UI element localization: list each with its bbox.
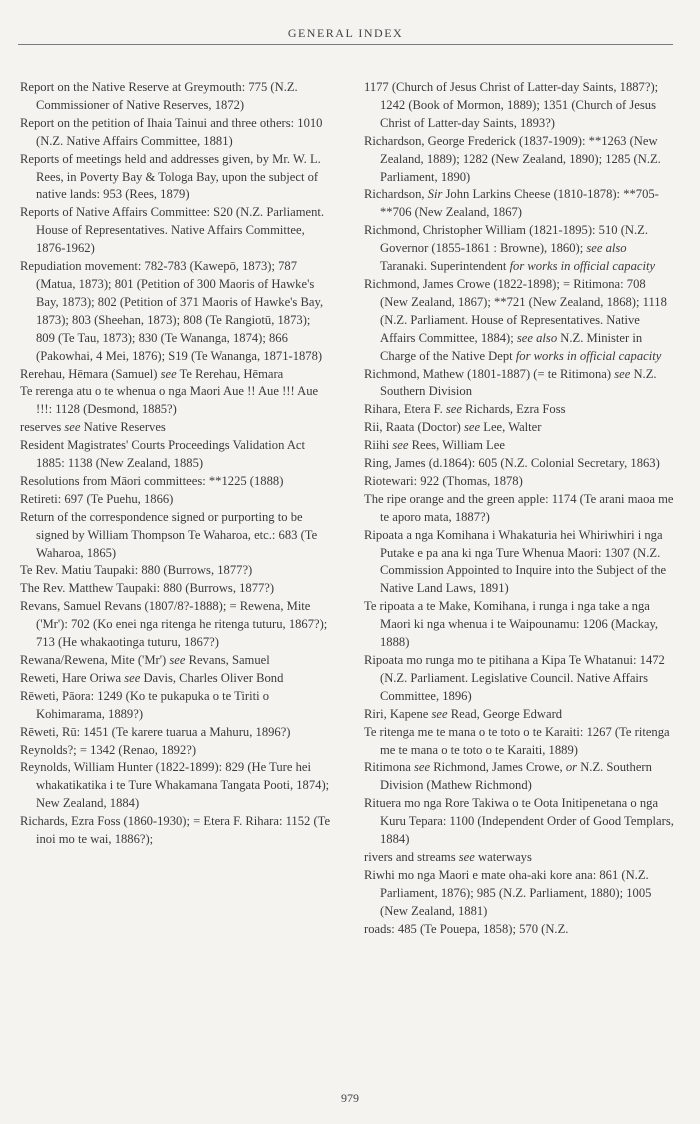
index-entry <box>20 759 332 813</box>
index-entry <box>20 652 332 670</box>
entry-text: Rerehau, Hēmara (Samuel) <box>20 366 161 381</box>
entry-text: Retireti: 697 (Te Puehu, 1866) <box>20 491 174 506</box>
entry-text: Rewana/Rewena, Mite ('Mr') <box>20 653 170 667</box>
cross-reference-italic: see <box>414 760 431 775</box>
entry-text: waterways <box>474 849 532 864</box>
entry-text: Te ripoata a te Make, Komihana, i runga i nga take a nga Maori ki nga whenua i te Waipounamu: 1206 (Mackay, 1888) <box>364 599 659 650</box>
entry-text: Revans, Samuel <box>185 653 270 667</box>
entry-text: N.Z. Southern Division <box>380 366 657 399</box>
index-entry <box>364 849 674 867</box>
entry-text: Riotewari: 922 (Thomas, 1878) <box>364 473 523 488</box>
cross-reference-italic: see <box>169 653 186 667</box>
entry-text: Ripoata mo runga mo te pitihana a Kipa Te Whatanui: 1472 (N.Z. Parliament. Legislative Council. Native Affairs Committee, 1896) <box>364 653 665 703</box>
entry-text: N.Z. Southern Division (Mathew Richmond) <box>380 760 652 793</box>
cross-reference-italic: see also <box>516 330 558 345</box>
index-entry <box>364 598 674 652</box>
entry-text: Report on the Native Reserve at Greymouth: 775 (N.Z. Commissioner of Native Reserves, 1872) <box>20 80 298 112</box>
entry-text: N.Z. Minister in Charge of the Native Dept <box>380 330 643 363</box>
entry-text: Richmond, James Crowe (1822-1898); = Ritimona: 708 (New Zealand, 1867); **721 (New Zealand, 1868); 1118 (N.Z. Parliament. House of Representatives. Native Affairs Committee, 1884); <box>364 276 667 345</box>
index-entry <box>20 509 332 563</box>
entry-text: Report on the petition of Ihaia Tainui and three others: 1010 (N.Z. Native Affairs Committee, 1881) <box>20 115 323 148</box>
index-entry <box>20 813 332 849</box>
cross-reference-italic: see also <box>586 241 627 256</box>
index-entry <box>20 258 332 365</box>
entry-text: Te ritenga me te mana o te toto o te Karaiti: 1267 (Te ritenga me te mana o te toto o te Karaiti, 1889) <box>364 724 670 757</box>
entry-text: Richmond, James Crowe, <box>430 760 566 775</box>
index-column-left <box>20 79 332 849</box>
index-entry <box>20 473 332 491</box>
entry-text: Resident Magistrates' Courts Proceedings Validation Act 1885: 1138 (New Zealand, 1885) <box>20 438 306 471</box>
index-entry <box>364 759 674 795</box>
entry-text: Riihi <box>364 438 393 453</box>
entry-text: Reynolds?; = 1342 (Renao, 1892?) <box>20 742 197 757</box>
running-header: GENERAL INDEX <box>287 26 404 40</box>
index-entry <box>364 867 674 921</box>
entry-text: Taranaki. Superintendent <box>380 259 510 274</box>
index-entry <box>20 115 332 151</box>
entry-text: Reweti, Hare Oriwa <box>20 670 125 685</box>
index-entry <box>20 598 332 652</box>
index-entry <box>364 401 674 419</box>
index-entry <box>20 204 332 258</box>
cross-reference-italic: see <box>614 366 631 381</box>
entry-text: Read, George Edward <box>447 706 563 721</box>
index-entry <box>20 724 332 742</box>
entry-text: Rees, William Lee <box>408 438 505 453</box>
index-entry <box>364 186 674 222</box>
entry-text: The ripe orange and the green apple: 1174 (Te arani maoa me te aporo mata, 1887?) <box>364 491 674 524</box>
index-entry <box>364 79 674 133</box>
entry-text: Riwhi mo nga Maori e mate oha-aki kore ana: 861 (N.Z. Parliament, 1876); 985 (N.Z. Parliament, 1880); 1005 (New Zealand, 1881) <box>364 867 652 918</box>
index-entry <box>20 670 332 688</box>
index-entry <box>20 437 332 473</box>
entry-text: Ritimona <box>364 760 415 775</box>
entry-text: Repudiation movement: 782-783 (Kawepō, 1873); 787 (Matua, 1873); 801 (Petition of 300 Maoris of Hawke's Bay, 1873); 802 (Petition of 371 Maoris of Hawke's Bay, 1873); 803 (Sheehan, 1873); 808 (Te Rangiotū, 1873); 809 (Te Tau, 1873); 830 (Te Wananga, 1874); 866 (Pakowhai, 4 Mei, 1876); S19 (Te Wananga, 1871-1878) <box>20 259 324 363</box>
entry-text: Richards, Ezra Foss <box>461 402 566 417</box>
cross-reference-italic: Sir <box>427 187 443 202</box>
index-entry <box>20 580 332 598</box>
index-entry <box>364 527 674 599</box>
cross-reference-italic: see <box>431 706 448 721</box>
index-entry <box>20 491 332 509</box>
index-entry <box>364 921 674 939</box>
index-entry <box>20 688 332 724</box>
entry-text: John Larkins Cheese (1810-1878): **705-**706 (New Zealand, 1867) <box>380 187 659 220</box>
entry-text: 1177 (Church of Jesus Christ of Latter-day Saints, 1887?); 1242 (Book of Mormon, 1889); 1351 (Church of Jesus Christ of Latter-day Saints, 1893?) <box>364 80 659 130</box>
cross-reference-italic: for works in official capacity <box>509 259 656 274</box>
entry-text: Te Rev. Matiu Taupaki: 880 (Burrows, 1877?) <box>20 563 253 578</box>
index-entry <box>364 419 674 437</box>
index-entry <box>364 276 674 366</box>
entry-text: Te rerenga atu o te whenua o nga Maori Aue !! Aue !!! Aue !!!: 1128 (Desmond, 1885?) <box>20 384 319 417</box>
entry-text: Native Reserves <box>80 420 166 435</box>
entry-text: Return of the correspondence signed or purporting to be signed by William Thompson Te Waharoa, etc.: 683 (Te Waharoa, 1865) <box>20 509 318 560</box>
index-entry <box>364 652 674 706</box>
index-entry <box>364 222 674 276</box>
cross-reference-italic: see <box>392 438 409 453</box>
index-entry <box>364 455 674 473</box>
index-entry <box>20 366 332 384</box>
index-entry <box>20 383 332 419</box>
index-entry <box>20 562 332 580</box>
entry-text: Richardson, <box>364 187 428 202</box>
entry-text: Reports of meetings held and addresses given, by Mr. W. L. Rees, in Poverty Bay & Tologa Bay, upon the subject of native lands: 953 (Rees, 1879) <box>20 151 321 202</box>
entry-text: rivers and streams <box>364 849 459 864</box>
entry-text: Ring, James (d.1864): 605 (N.Z. Colonial Secretary, 1863) <box>364 456 660 471</box>
entry-text: Ripoata a nga Komihana i Whakaturia hei Whiriwhiri i nga Putake e pa ana ki nga Ture Whenua Maori: 1307 (N.Z. Commission Appointed to Inquire into the Subject of the Native Land Laws, 1891) <box>364 527 667 596</box>
index-entry <box>364 366 674 402</box>
index-entry <box>364 437 674 455</box>
entry-text: Richmond, Mathew (1801-1887) (= te Ritimona) <box>364 366 615 381</box>
entry-text: Richardson, George Frederick (1837-1909): **1263 (New Zealand, 1889); 1282 (New Zealand, 1890); 1285 (N.Z. Parliament, 1890) <box>364 133 661 184</box>
cross-reference-italic: see <box>160 366 177 381</box>
entry-text: Rihara, Etera F. <box>364 402 446 417</box>
page-number: 979 <box>341 1091 359 1105</box>
header-rule <box>18 44 673 45</box>
index-entry <box>20 419 332 437</box>
entry-text: Richmond, Christopher William (1821-1895): 510 (N.Z. Governor (1855-1861 : Browne), 1860); <box>364 223 648 256</box>
entry-text: Riri, Kapene <box>364 706 432 721</box>
index-entry <box>364 473 674 491</box>
entry-text: Reports of Native Affairs Committee: S20 (N.Z. Parliament. House of Representatives. Native Affairs Committee, 1876-1962) <box>20 205 325 256</box>
entry-text: Rituera mo nga Rore Takiwa o te Oota Initipenetana o nga Kuru Tepara: 1100 (Independent Order of Good Templars, 1884) <box>364 796 674 847</box>
entry-text: Revans, Samuel Revans (1807/8?-1888); = Rewena, Mite ('Mr'): 702 (Ko enei nga ritenga he ritenga tuturu, 1867?); 713 (He whakaotinga tuturu, 1867?) <box>20 599 328 650</box>
entry-text: Richards, Ezra Foss (1860-1930); = Etera F. Rihara: 1152 (Te inoi mo te wai, 1886?); <box>20 814 331 847</box>
entry-text: roads: 485 (Te Pouepa, 1858); 570 (N.Z. <box>364 921 569 936</box>
entry-text: Reynolds, William Hunter (1822-1899): 829 (He Ture hei whakatikatika i te Ture Whakamana Tangata Pooti, 1874); New Zealand, 1884) <box>20 760 330 811</box>
index-entry <box>364 724 674 760</box>
entry-text: Rēweti, Rū: 1451 (Te karere tuarua a Mahuru, 1896?) <box>20 724 291 739</box>
index-entry <box>364 706 674 724</box>
index-entry <box>20 79 332 115</box>
entry-text: reserves <box>20 420 65 435</box>
index-entry <box>20 151 332 205</box>
entry-text: Te Rerehau, Hēmara <box>176 366 284 381</box>
entry-text: Rii, Raata (Doctor) <box>364 420 465 435</box>
index-entry <box>364 795 674 849</box>
cross-reference-italic: see <box>445 402 462 417</box>
index-entry <box>364 491 674 527</box>
cross-reference-italic: see <box>124 670 141 685</box>
index-entry <box>20 742 332 760</box>
entry-text: Davis, Charles Oliver Bond <box>140 670 284 685</box>
entry-text: Rēweti, Pāora: 1249 (Ko te pukapuka o te Tiriti o Kohimarama, 1889?) <box>20 688 270 721</box>
cross-reference-italic: see <box>464 420 481 435</box>
cross-reference-italic: see <box>458 849 475 864</box>
index-entry <box>364 133 674 187</box>
entry-text: Lee, Walter <box>480 420 542 435</box>
cross-reference-italic: for works in official capacity <box>515 348 662 363</box>
entry-text: The Rev. Matthew Taupaki: 880 (Burrows, 1877?) <box>20 581 275 596</box>
index-column-right <box>364 79 674 939</box>
entry-text: Resolutions from Māori committees: **1225 (1888) <box>20 473 284 488</box>
cross-reference-italic: see <box>64 420 81 435</box>
cross-reference-italic: or <box>565 760 578 775</box>
